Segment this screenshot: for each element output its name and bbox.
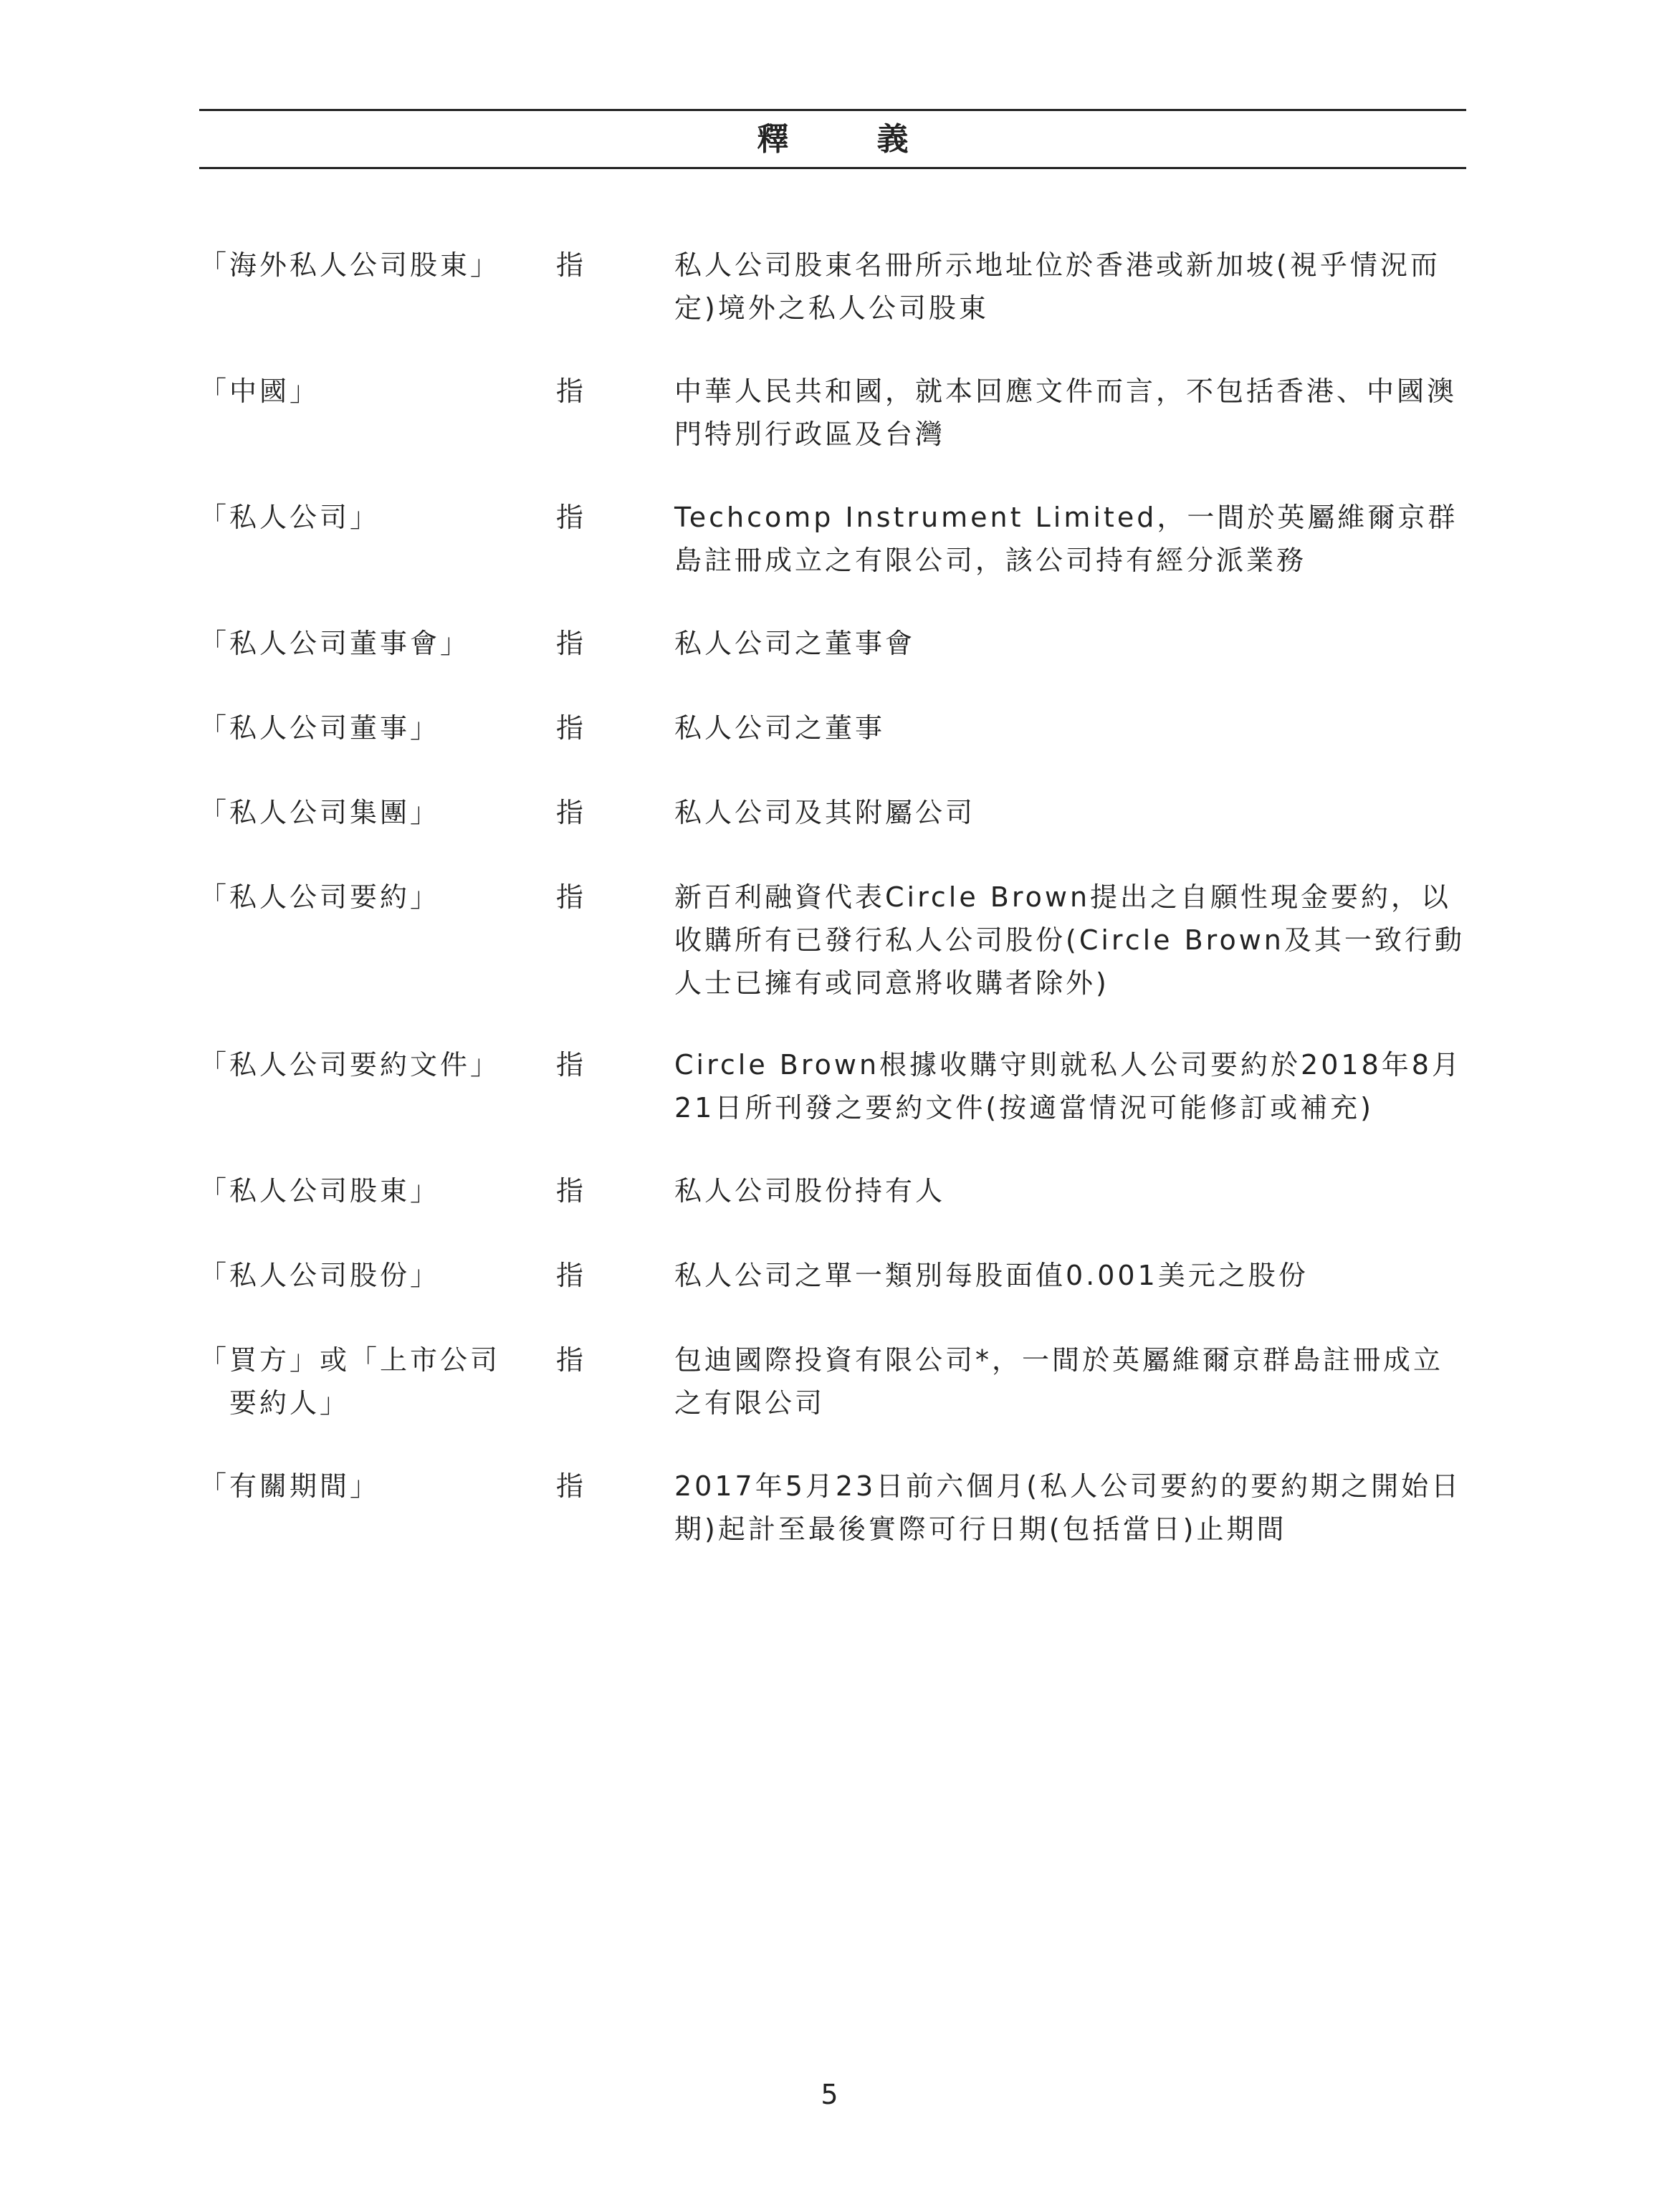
definition-term: 「私人公司董事」 xyxy=(199,712,441,744)
definition-term: 「私人公司股份」 xyxy=(199,1260,441,1291)
section-header xyxy=(199,109,1466,169)
definition-means: 指 xyxy=(556,712,584,744)
definition-text: 私人公司之董事會 xyxy=(674,628,916,659)
definition-text: 私人公司之單一類別每股面值0.001美元之股份 xyxy=(674,1260,1309,1291)
definition-text: 2017年5月23日前六個月(私人公司要約的要約期之開始日期)起計至最後實際可行日期(包括當日)止期間 xyxy=(674,1470,1462,1545)
page-number: 5 xyxy=(821,2079,838,2110)
definition-term: 「私人公司股東」 xyxy=(199,1175,441,1207)
definition-means: 指 xyxy=(556,1175,584,1207)
definition-term: 「買方」或「上市公司 要約人」 xyxy=(199,1344,501,1419)
definition-means: 指 xyxy=(556,1260,584,1291)
definition-means: 指 xyxy=(556,249,584,281)
definition-term: 「私人公司」 xyxy=(199,502,381,533)
definition-text: 私人公司及其附屬公司 xyxy=(674,797,976,828)
definition-term: 「海外私人公司股東」 xyxy=(199,249,501,281)
definition-term: 「中國」 xyxy=(199,375,320,407)
definition-means: 指 xyxy=(556,375,584,407)
definition-term: 「私人公司要約文件」 xyxy=(199,1049,501,1081)
definition-means: 指 xyxy=(556,628,584,659)
page-title: 釋 義 xyxy=(757,121,947,158)
definition-term: 「私人公司要約」 xyxy=(199,881,441,913)
definition-text: 私人公司股份持有人 xyxy=(674,1175,946,1207)
definition-means: 指 xyxy=(556,797,584,828)
definition-term: 「有關期間」 xyxy=(199,1470,381,1502)
definition-means: 指 xyxy=(556,1344,584,1376)
definition-means: 指 xyxy=(556,1049,584,1081)
definition-text: 私人公司之董事 xyxy=(674,712,886,744)
definition-means: 指 xyxy=(556,502,584,533)
definition-means: 指 xyxy=(556,1470,584,1502)
definition-term: 「私人公司集團」 xyxy=(199,797,441,828)
definition-means: 指 xyxy=(556,881,584,913)
definition-text: 私人公司股東名冊所示地址位於香港或新加坡(視乎情況而定)境外之私人公司股東 xyxy=(674,249,1440,324)
definition-term: 「私人公司董事會」 xyxy=(199,628,471,659)
definition-text: 包迪國際投資有限公司*，一間於英屬維爾京群島註冊成立之有限公司 xyxy=(674,1344,1444,1419)
definition-text: 新百利融資代表Circle Brown提出之自願性現金要約，以收購所有已發行私人公司股份(Circle Brown及其一致行動人士已擁有或同意將收購者除外) xyxy=(674,881,1465,999)
definition-text: Circle Brown根據收購守則就私人公司要約於2018年8月21日所刊發之要約文件(按適當情況可能修訂或補充) xyxy=(674,1049,1462,1124)
definition-text: Techcomp Instrument Limited，一間於英屬維爾京群島註冊成立之有限公司，該公司持有經分派業務 xyxy=(674,502,1458,576)
definition-text: 中華人民共和國，就本回應文件而言，不包括香港、中國澳門特別行政區及台灣 xyxy=(674,375,1458,450)
